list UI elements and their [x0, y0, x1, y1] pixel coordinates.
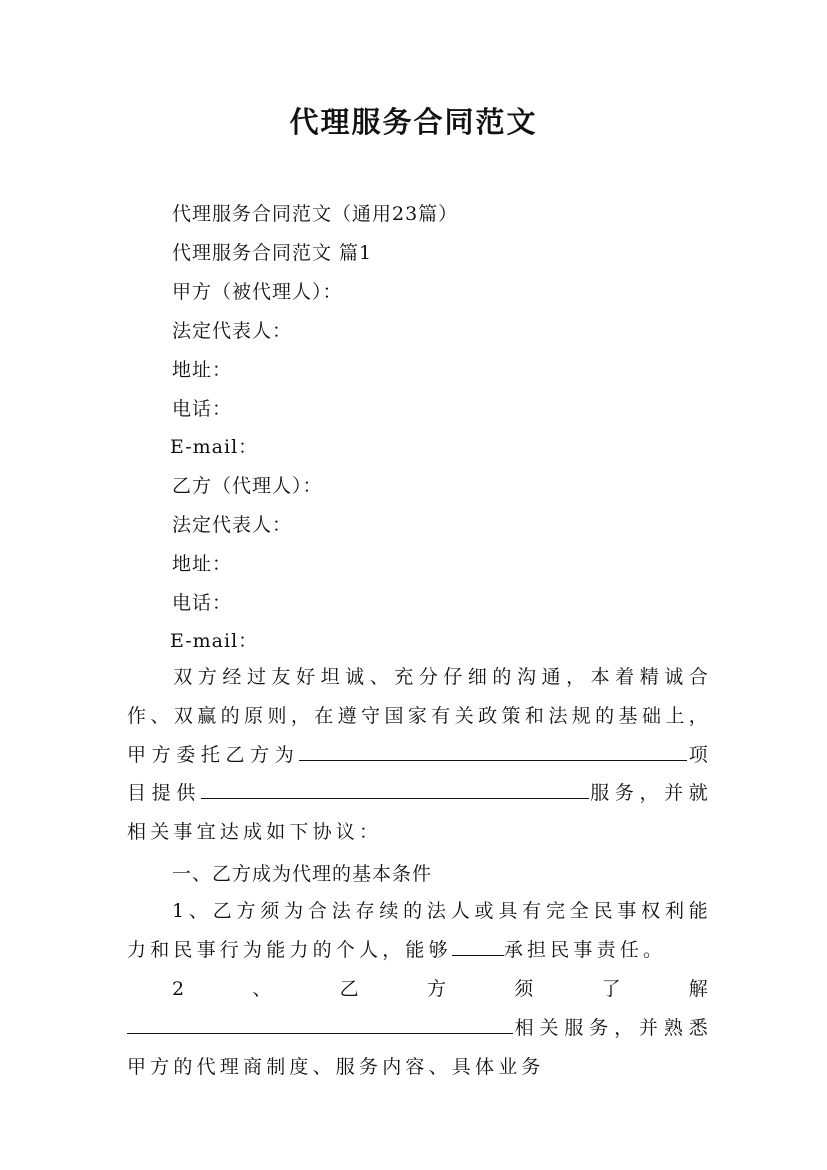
party-b-address: 地址： [172, 553, 233, 575]
clause-1-text-2: 承担民事责任。 [503, 938, 667, 961]
clause-2-paragraph [127, 970, 712, 1086]
preamble-text-1: 双方经过友好坦诚、充分仔细的沟通，本着精诚合作、双赢的原则，在遵守国家有关政策和法规的基础上，甲方委托乙方为 [127, 666, 712, 766]
party-b-email: E-mail： [170, 630, 259, 652]
party-a-representative: 法定代表人： [172, 320, 293, 342]
party-a-address: 地址： [172, 359, 233, 381]
clause-1-blank [452, 935, 504, 956]
party-b-label: 乙方（代理人）： [172, 475, 323, 497]
clause-1-paragraph [127, 892, 712, 970]
section-1-heading: 一、乙方成为代理的基本条件 [172, 863, 433, 885]
party-a-phone: 电话： [172, 398, 233, 420]
document-title: 代理服务合同范文 [289, 105, 538, 139]
preamble-text-2: 项目提供 [127, 743, 712, 805]
party-b-phone: 电话： [172, 592, 233, 614]
party-b-representative: 法定代表人： [172, 514, 293, 536]
preamble-text-3: 服务，并就相关事宜达成如下协议： [127, 782, 712, 844]
project-blank [299, 740, 687, 761]
party-a-label: 甲方（被代理人）： [172, 281, 343, 303]
clause-2-text-2: 相关服务，并熟悉甲方的代理商制度、服务内容、具体业务 [127, 1016, 712, 1078]
party-a-email: E-mail： [170, 436, 259, 458]
service-blank [201, 778, 589, 799]
clause-2-text-1: 2、乙方须了解 [172, 978, 712, 1000]
part-heading: 代理服务合同范文 篇1 [172, 242, 373, 264]
preamble-paragraph [127, 658, 712, 852]
clause-2-blank [127, 1013, 513, 1034]
clause-1-text-1: 1、乙方须为合法存续的法人或具有完全民事权利能力和民事行为能力的个人，能够 [127, 900, 712, 961]
intro-title: 代理服务合同范文（通用23篇） [172, 203, 459, 225]
